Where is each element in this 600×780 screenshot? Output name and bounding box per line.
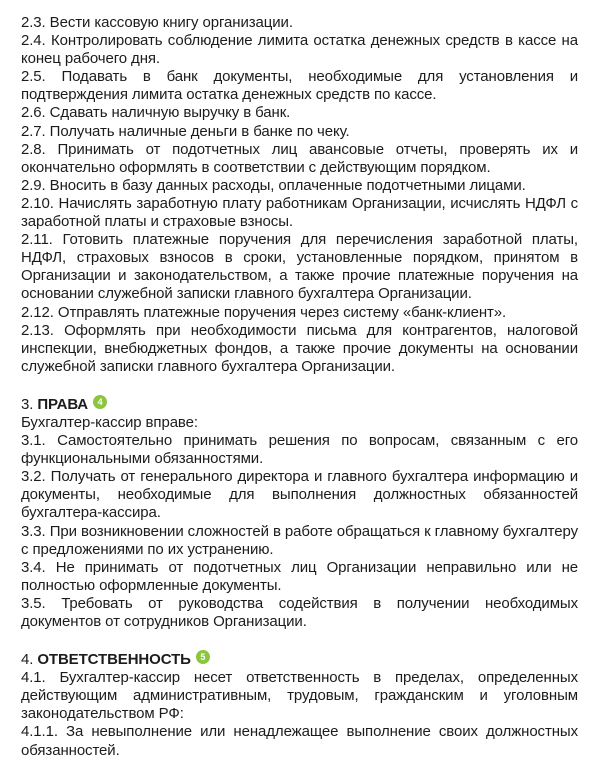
section-3-title: ПРАВА <box>37 395 89 413</box>
section-3-badge: 4 <box>93 395 107 409</box>
document-page <box>21 14 578 760</box>
item-4-1: 4.1. Бухгалтер-кассир несет ответственность в пределах, определенных действующим административным, трудовым, гражданским и уголовным законодательством РФ: <box>21 669 578 723</box>
item-2-4: 2.4. Контролировать соблюдение лимита остатка денежных средств в кассе на конец рабочего дня. <box>21 32 578 68</box>
item-2-13: 2.13. Оформлять при необходимости письма для контрагентов, налоговой инспекции, внебюджетных фондов, а также прочие документы на основании служебной записки главного бухгалтера Организации. <box>21 321 578 375</box>
item-2-7: 2.7. Получать наличные деньги в банке по чеку. <box>21 122 350 140</box>
section-3-intro: Бухгалтер-кассир вправе: <box>21 413 198 431</box>
item-3-3: 3.3. При возникновении сложностей в работе обращаться к главному бухгалтеру с предложениями по их устранению. <box>21 522 578 558</box>
item-3-4: 3.4. Не принимать от подотчетных лиц Организации неправильно или не полностью оформленные документы. <box>21 558 578 594</box>
section-gap <box>21 631 578 651</box>
section-3-number: 3. <box>21 395 34 413</box>
section-4-title: ОТВЕТСТВЕННОСТЬ <box>37 651 191 669</box>
item-2-8: 2.8. Принимать от подотчетных лиц авансовые отчеты, проверять их и окончательно оформлять в соответствии с действующим порядком. <box>21 140 578 176</box>
item-3-5: 3.5. Требовать от руководства содействия в получении необходимых документов от сотрудников Организации. <box>21 594 578 630</box>
item-4-1-1: 4.1.1. За невыполнение или ненадлежащее выполнение своих должностных обязанностей. <box>21 723 578 759</box>
section-4-number: 4. <box>21 651 34 669</box>
section-gap <box>21 376 578 396</box>
item-2-5: 2.5. Подавать в банк документы, необходимые для установления и подтверждения лимита остатка денежных средств по кассе. <box>21 68 578 104</box>
item-2-12: 2.12. Отправлять платежные поручения через систему «банк-клиент». <box>21 303 507 321</box>
section-4-badge: 5 <box>196 650 210 664</box>
item-2-3: 2.3. Вести кассовую книгу организации. <box>21 14 293 31</box>
item-3-2: 3.2. Получать от генерального директора и главного бухгалтера информацию и документы, необходимые для выполнения должностных обязанностей бухгалтера-кассира. <box>21 468 578 522</box>
item-2-11: 2.11. Готовить платежные поручения для перечисления заработной платы, НДФЛ, страховых взносов в сроки, установленные порядком, принятом в Организации и законодательством, а также прочие платежные поручения на основании служебной записки главного бухгалтера Организации. <box>21 231 578 303</box>
item-3-1: 3.1. Самостоятельно принимать решения по вопросам, связанным с его функциональными обязанностями. <box>21 432 578 468</box>
item-2-10: 2.10. Начислять заработную плату работникам Организации, исчислять НДФЛ с заработной платы и страховые взносы. <box>21 194 578 231</box>
item-2-9: 2.9. Вносить в базу данных расходы, оплаченные подотчетными лицами. <box>21 176 526 194</box>
section-4-heading <box>21 651 578 669</box>
item-2-6: 2.6. Сдавать наличную выручку в банк. <box>21 104 291 122</box>
section-3-heading <box>21 396 578 414</box>
